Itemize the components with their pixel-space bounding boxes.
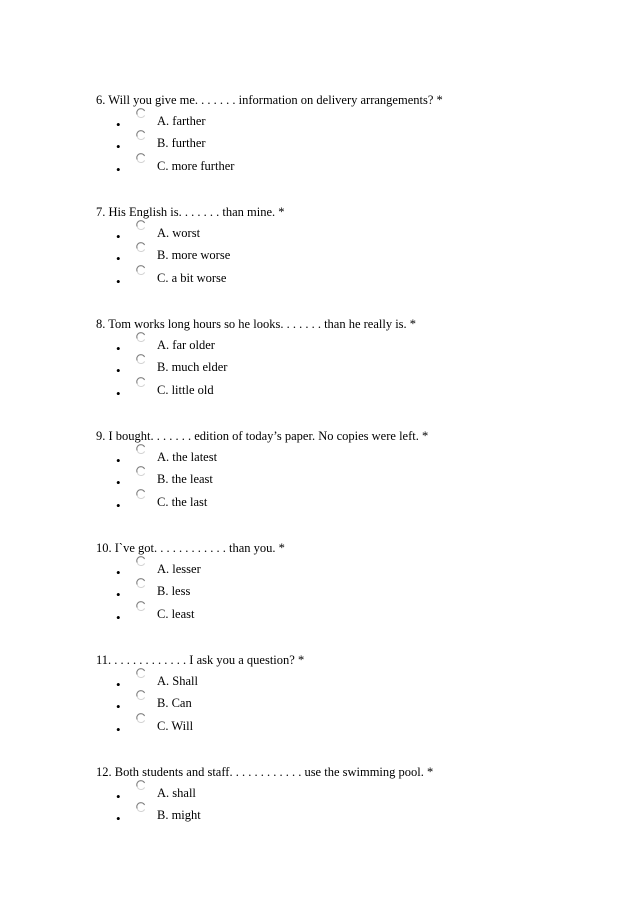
question-12 xyxy=(96,762,616,827)
answer-option[interactable] xyxy=(96,670,616,692)
answer-option-label: A. far older xyxy=(157,338,215,352)
answer-option-label: B. Can xyxy=(157,696,192,711)
radio-button-icon[interactable] xyxy=(136,780,146,790)
answer-option[interactable] xyxy=(96,782,616,804)
radio-button-icon[interactable] xyxy=(136,153,146,163)
answer-option-label: A. the latest xyxy=(157,450,218,464)
answer-option[interactable] xyxy=(96,155,616,177)
question-11 xyxy=(96,650,616,737)
answer-option-label: C. a bit worse xyxy=(157,270,227,285)
bullet-icon: • xyxy=(116,363,121,379)
answer-option-label: B. the least xyxy=(157,472,213,487)
bullet-icon: • xyxy=(116,811,121,827)
radio-button-icon[interactable] xyxy=(136,713,146,723)
answer-option[interactable] xyxy=(96,379,616,401)
radio-button-icon[interactable] xyxy=(136,489,146,499)
answer-option[interactable] xyxy=(96,110,616,132)
answer-option[interactable] xyxy=(96,491,616,513)
question-text: 9. I bought. . . . . . . edition of today’s paper. No copies were left. * xyxy=(96,429,429,443)
answer-option-label: A. worst xyxy=(157,226,201,240)
answer-option-label: A. lesser xyxy=(157,562,201,576)
answer-option-label: A. farther xyxy=(157,114,206,128)
answer-option[interactable] xyxy=(96,558,616,580)
answer-option[interactable] xyxy=(96,804,616,826)
bullet-icon: • xyxy=(116,161,121,177)
question-text: 12. Both students and staff. . . . . . . . . . . . use the swimming pool. * xyxy=(96,765,434,779)
question-10 xyxy=(96,538,616,625)
answer-option-label: C. Will xyxy=(157,718,194,733)
radio-button-icon[interactable] xyxy=(136,444,146,454)
radio-button-icon[interactable] xyxy=(136,130,146,140)
radio-button-icon[interactable] xyxy=(136,466,146,476)
radio-button-icon[interactable] xyxy=(136,802,146,812)
bullet-icon: • xyxy=(116,139,121,155)
answer-option[interactable] xyxy=(96,580,616,602)
bullet-icon: • xyxy=(116,341,121,356)
answer-option-label: C. the last xyxy=(157,494,208,509)
answer-option[interactable] xyxy=(96,334,616,356)
answer-option-label: B. might xyxy=(157,808,201,823)
bullet-icon: • xyxy=(116,475,121,491)
bullet-icon: • xyxy=(116,229,121,244)
answer-option-label: C. little old xyxy=(157,382,214,397)
bullet-icon: • xyxy=(116,385,121,401)
question-text: 11. . . . . . . . . . . . . I ask you a question? * xyxy=(96,653,305,667)
radio-button-icon[interactable] xyxy=(136,668,146,678)
question-7 xyxy=(96,202,616,289)
answer-option[interactable] xyxy=(96,356,616,378)
radio-button-icon[interactable] xyxy=(136,108,146,118)
bullet-icon: • xyxy=(116,497,121,513)
answer-option-label: C. more further xyxy=(157,158,235,173)
bullet-icon: • xyxy=(116,587,121,603)
radio-button-icon[interactable] xyxy=(136,354,146,364)
bullet-icon: • xyxy=(116,117,121,132)
answer-option-label: B. further xyxy=(157,136,206,151)
answer-option[interactable] xyxy=(96,244,616,266)
answer-option[interactable] xyxy=(96,446,616,468)
answer-option[interactable] xyxy=(96,132,616,154)
radio-button-icon[interactable] xyxy=(136,377,146,387)
answer-option-label: B. more worse xyxy=(157,248,231,263)
question-text: 8. Tom works long hours so he looks. . . . . . . than he really is. * xyxy=(96,317,417,331)
question-9 xyxy=(96,426,616,513)
bullet-icon: • xyxy=(116,609,121,625)
bullet-icon: • xyxy=(116,677,121,692)
radio-button-icon[interactable] xyxy=(136,601,146,611)
radio-button-icon[interactable] xyxy=(136,265,146,275)
answer-option[interactable] xyxy=(96,603,616,625)
radio-button-icon[interactable] xyxy=(136,578,146,588)
bullet-icon: • xyxy=(116,453,121,468)
radio-button-icon[interactable] xyxy=(136,220,146,230)
question-text: 10. I`ve got. . . . . . . . . . . . than you. * xyxy=(96,541,285,555)
radio-button-icon[interactable] xyxy=(136,690,146,700)
answer-option[interactable] xyxy=(96,222,616,244)
bullet-icon: • xyxy=(116,251,121,267)
answer-option-label: A. shall xyxy=(157,786,196,800)
radio-button-icon[interactable] xyxy=(136,556,146,566)
bullet-icon: • xyxy=(116,699,121,715)
radio-button-icon[interactable] xyxy=(136,242,146,252)
answer-option-label: C. least xyxy=(157,606,195,621)
question-8 xyxy=(96,314,616,401)
answer-option[interactable] xyxy=(96,468,616,490)
answer-option-label: B. much elder xyxy=(157,360,228,375)
answer-option[interactable] xyxy=(96,715,616,737)
bullet-icon: • xyxy=(116,565,121,580)
answer-option[interactable] xyxy=(96,692,616,714)
radio-button-icon[interactable] xyxy=(136,332,146,342)
question-6 xyxy=(96,90,616,177)
answer-option[interactable] xyxy=(96,267,616,289)
question-text: 7. His English is. . . . . . . than mine. * xyxy=(96,205,285,219)
answer-option-label: A. Shall xyxy=(157,674,198,688)
question-text: 6. Will you give me. . . . . . . information on delivery arrangements? * xyxy=(96,93,443,107)
answer-option-label: B. less xyxy=(157,584,191,599)
bullet-icon: • xyxy=(116,273,121,289)
bullet-icon: • xyxy=(116,789,121,804)
bullet-icon: • xyxy=(116,721,121,737)
